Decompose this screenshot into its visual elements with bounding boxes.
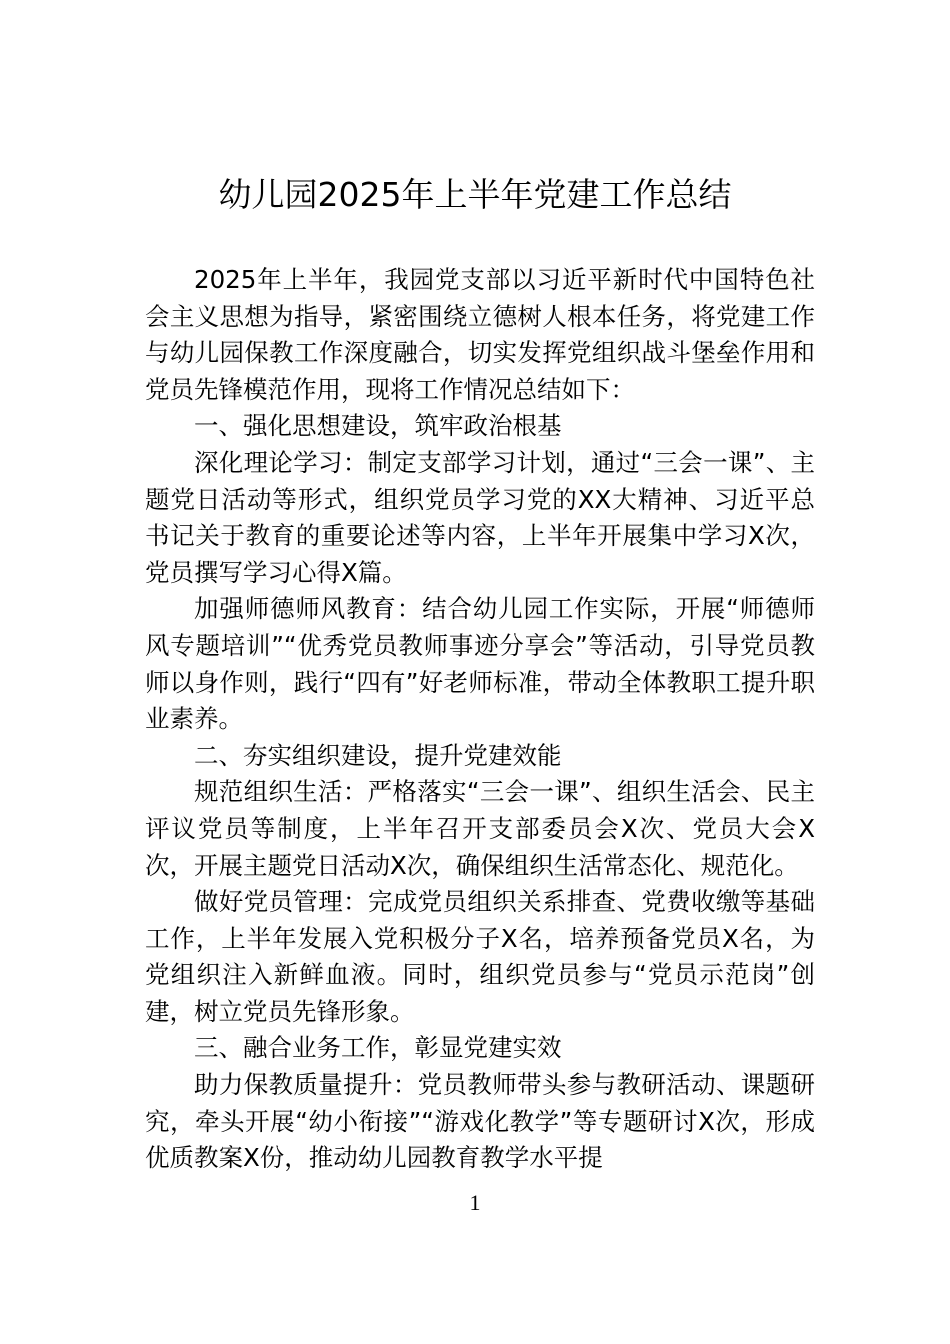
body-paragraph: 做好党员管理：完成党员组织关系排查、党费收缴等基础工作，上半年发展入党积极分子X名，培养预备党员X名，为党组织注入新鲜血液。同时，组织党员参与“党员示范岗”创建，树立党员先锋形象。 [145, 887, 815, 1026]
body-paragraph: 助力保教质量提升：党员教师带头参与教研活动、课题研究，牵头开展“幼小衔接”“游戏化教学”等专题研讨X次，形成优质教案X份，推动幼儿园教育教学水平提 [145, 1070, 815, 1173]
intro-paragraph: 2025年上半年，我园党支部以习近平新时代中国特色社会主义思想为指导，紧密围绕立德树人根本任务，将党建工作与幼儿园保教工作深度融合，切实发挥党组织战斗堡垒作用和党员先锋模范作用，现将工作情况总结如下： [145, 265, 815, 404]
page-number: 1 [469, 1190, 481, 1215]
body-paragraph: 加强师德师风教育：结合幼儿园工作实际，开展“师德师风专题培训”“优秀党员教师事迹分享会”等活动，引导党员教师以身作则，践行“四有”好老师标准，带动全体教职工提升职业素养。 [145, 594, 815, 734]
body-paragraph: 规范组织生活：严格落实“三会一课”、组织生活会、民主评议党员等制度，上半年召开支部委员会X次、党员大会X次，开展主题党日活动X次，确保组织生活常态化、规范化。 [145, 777, 815, 880]
section-heading-3: 三、融合业务工作，彰显党建实效 [194, 1033, 562, 1063]
section-heading-1: 一、强化思想建设，筑牢政治根基 [194, 411, 562, 441]
document-title: 幼儿园2025年上半年党建工作总结 [218, 175, 732, 214]
document-body [145, 262, 815, 1177]
body-paragraph: 深化理论学习：制定支部学习计划，通过“三会一课”、主题党日活动等形式，组织党员学习党的XX大精神、习近平总书记关于教育的重要论述等内容，上半年开展集中学习X次，党员撰写学习心得X篇。 [145, 447, 815, 587]
section-heading-2: 二、夯实组织建设，提升党建效能 [194, 740, 562, 770]
